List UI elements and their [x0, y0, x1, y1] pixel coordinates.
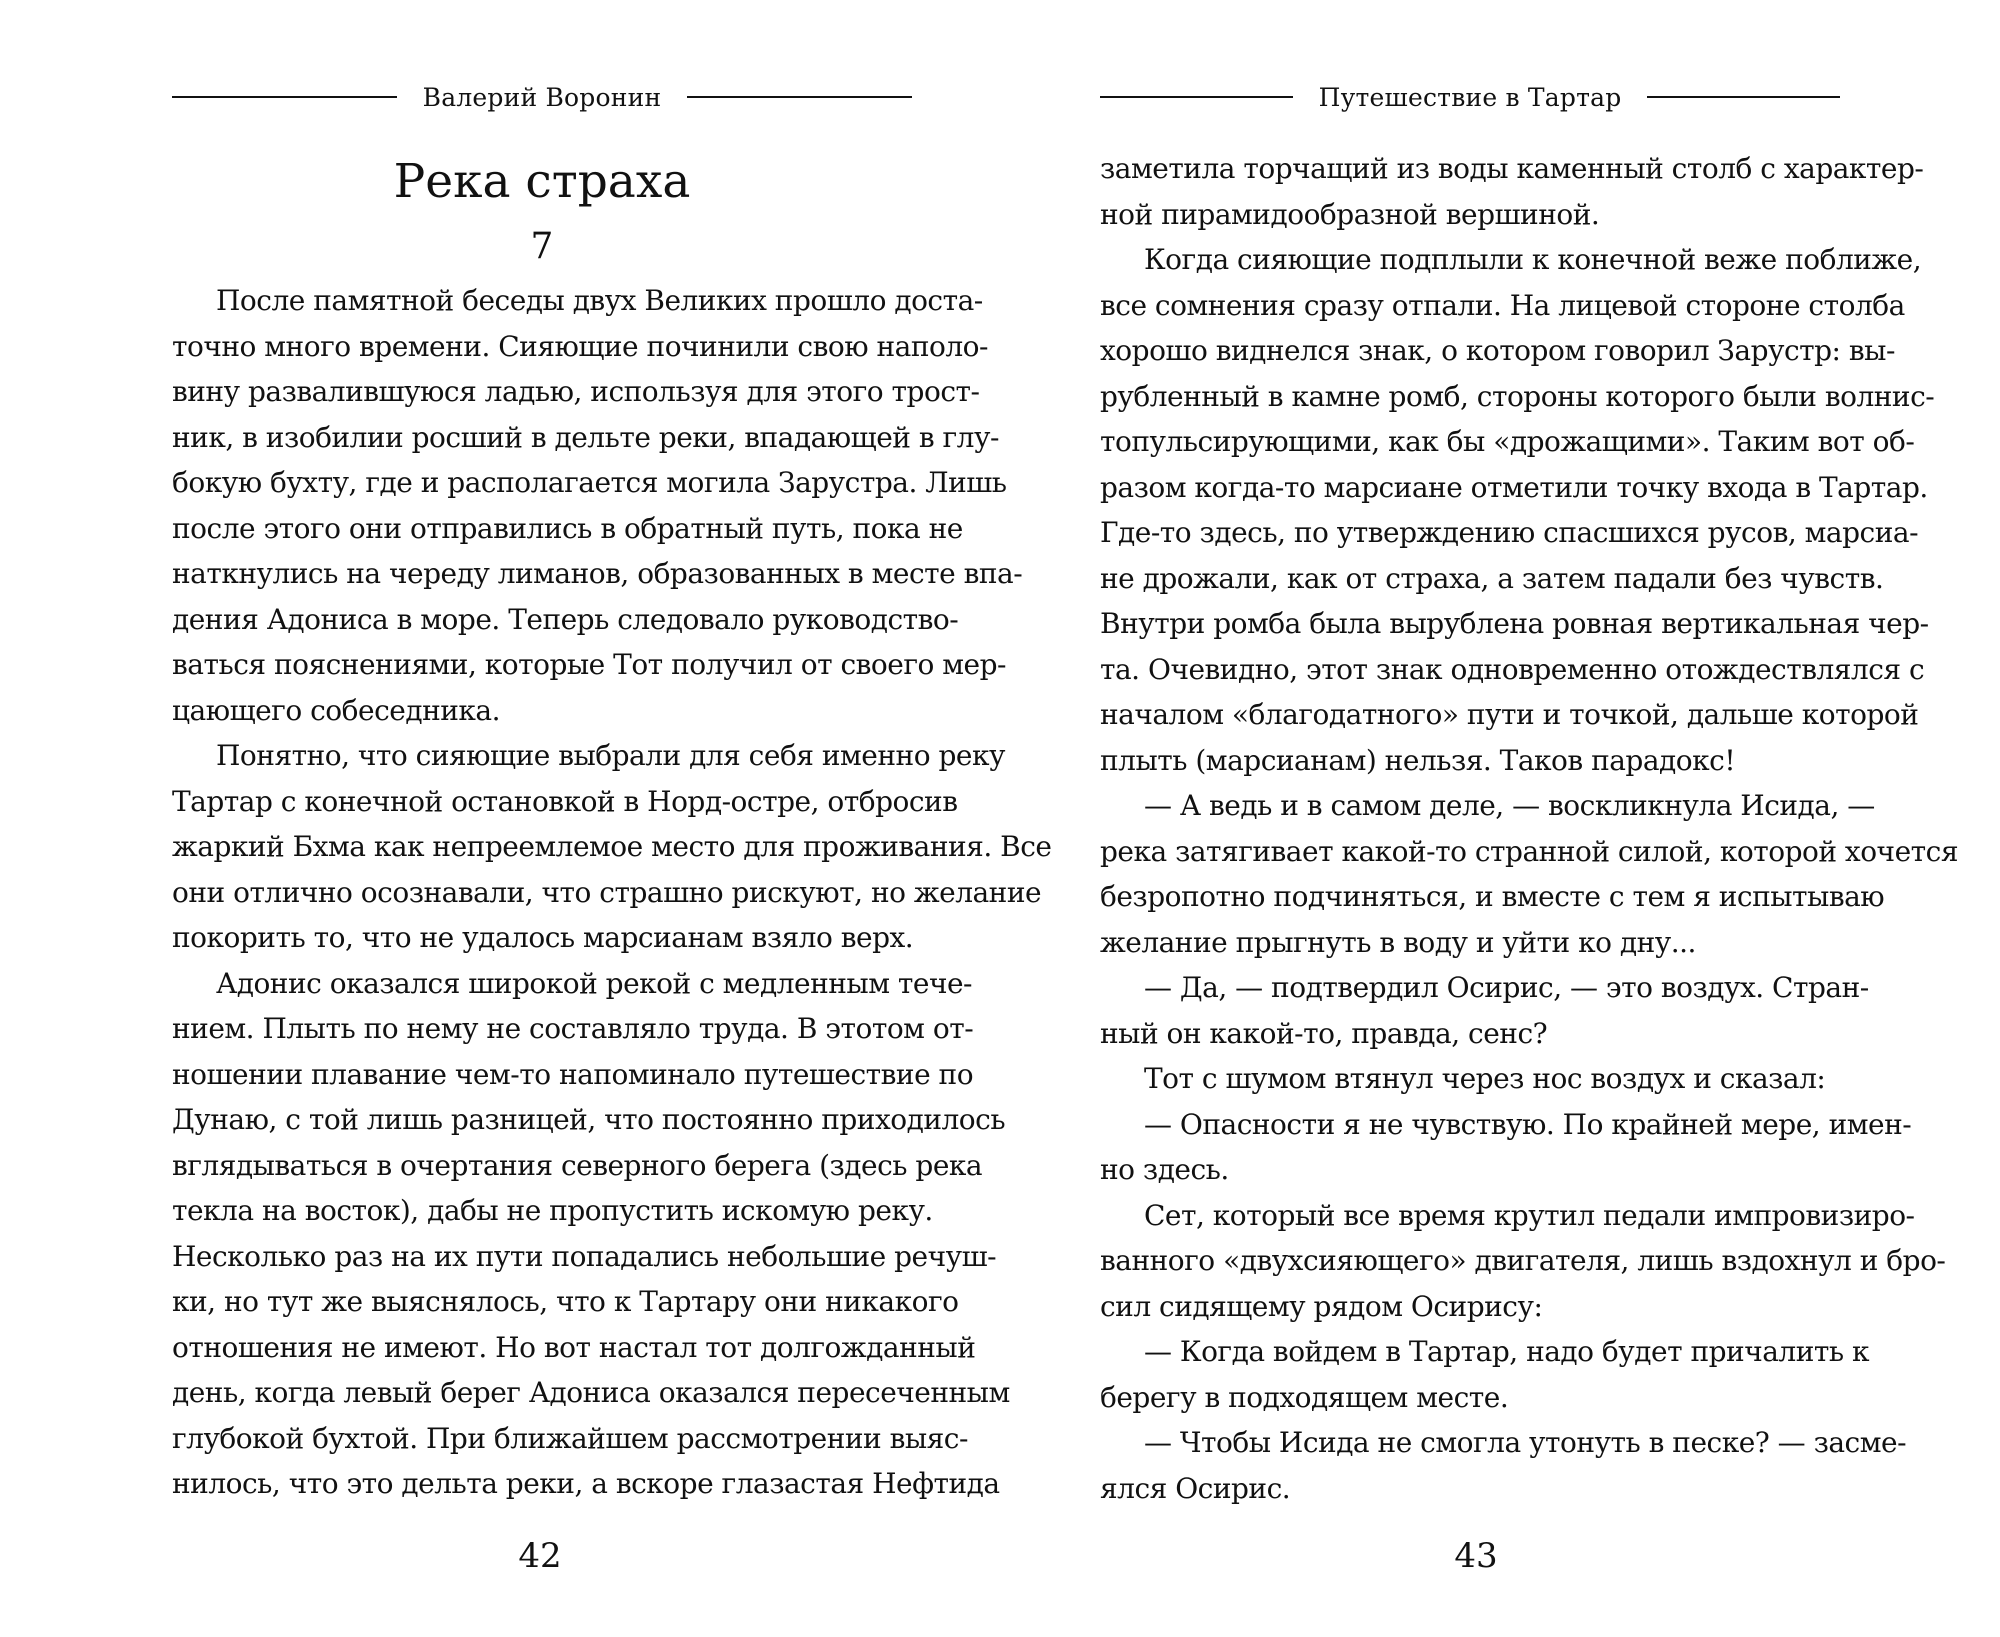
- text-line: Тартар с конечной остановкой в Норд-остре, отбросив: [172, 784, 958, 818]
- text-line: Сет, который все время крутил педали импровизиро-: [1144, 1198, 1915, 1232]
- text-line: После памятной беседы двух Великих прошло доста-: [216, 284, 983, 317]
- text-line: Когда сияющие подплыли к конечной веже поближе,: [1144, 243, 1922, 276]
- text-line: берегу в подходящем месте.: [1100, 1380, 1509, 1414]
- text-line: вину развалившуюся ладью, используя для этого трост-: [172, 375, 980, 408]
- text-line: они отлично осознавали, что страшно рискуют, но желание: [172, 875, 1042, 909]
- text-line: цающего собеседника.: [172, 693, 500, 727]
- text-line: Тот с шумом втянул через нос воздух и сказал:: [1144, 1062, 1826, 1095]
- text-line: — Опасности я не чувствую. По крайней мере, имен-: [1144, 1107, 1912, 1141]
- text-line: сил сидящему рядом Осирису:: [1100, 1289, 1543, 1323]
- text-line: рубленный в камне ромб, стороны которого были волнис-: [1100, 379, 1935, 413]
- text-line: не дрожали, как от страха, а затем падали без чувств.: [1100, 561, 1884, 595]
- text-line: глубокой бухтой. При ближайшем рассмотрении выяс-: [172, 1421, 968, 1455]
- text-line: отношения не имеют. Но вот настал тот долгожданный: [172, 1330, 976, 1364]
- right-page-text: [1100, 146, 1958, 1511]
- text-line: точно много времени. Сияющие починили свою наполо-: [172, 329, 988, 363]
- text-line: Несколько раз на их пути попадались небольшие речуш-: [172, 1239, 997, 1273]
- text-line: вглядываться в очертания северного берега (здесь река: [172, 1148, 983, 1182]
- text-line: — А ведь и в самом деле, — воскликнула Исида, —: [1144, 789, 1875, 822]
- chapter-title: Река страха: [393, 154, 691, 209]
- text-line: та. Очевидно, этот знак одновременно отождествлялся с: [1100, 652, 1925, 686]
- text-line: — Чтобы Исида не смогла утонуть в песке? — засме-: [1144, 1426, 1907, 1459]
- text-line: хорошо виднелся знак, о котором говорил Зарустр: вы-: [1100, 334, 1895, 367]
- text-line: топульсирующими, как бы «дрожащими». Таким вот об-: [1100, 425, 1915, 458]
- page-number-left: 42: [518, 1536, 562, 1576]
- header-rule: [687, 96, 912, 98]
- header-rule: [1647, 96, 1840, 98]
- text-line: плыть (марсианам) нельзя. Таков парадокс!: [1100, 743, 1736, 777]
- text-line: желание прыгнуть в воду и уйти ко дну...: [1100, 925, 1696, 959]
- text-line: ный он какой-то, правда, сенс?: [1100, 1016, 1548, 1050]
- text-line: ваться пояснениями, которые Тот получил от своего мер-: [172, 648, 1006, 681]
- text-line: река затягивает какой-то странной силой, которой хочется: [1100, 834, 1958, 868]
- text-line: все сомнения сразу отпали. На лицевой стороне столба: [1100, 288, 1905, 322]
- text-line: Где-то здесь, по утверждению спасшихся русов, марсиа-: [1100, 516, 1919, 549]
- text-line: разом когда-то марсиане отметили точку входа в Тартар.: [1100, 470, 1928, 504]
- running-head-right: [1100, 72, 1840, 122]
- text-line: но здесь.: [1100, 1153, 1229, 1186]
- header-rule: [1100, 96, 1293, 98]
- page-number-right: 43: [1454, 1536, 1498, 1576]
- text-line: ки, но тут же выяснялось, что к Тартару они никакого: [172, 1285, 959, 1318]
- text-line: Внутри ромба была вырублена ровная вертикальная чер-: [1100, 607, 1929, 640]
- text-line: Адонис оказался широкой рекой с медленным тече-: [216, 966, 972, 1000]
- text-line: день, когда левый берег Адониса оказался пересеченным: [172, 1376, 1010, 1409]
- text-line: — Когда войдем в Тартар, надо будет причалить к: [1144, 1335, 1869, 1368]
- text-line: наткнулись на череду лиманов, образованных в месте впа-: [172, 557, 1023, 590]
- text-line: жаркий Бхма как непреемлемое место для проживания. Все: [172, 830, 1052, 863]
- text-line: — Да, — подтвердил Осирис, — это воздух. Стран-: [1144, 971, 1869, 1004]
- text-line: покорить то, что не удалось марсианам взяло верх.: [172, 921, 914, 954]
- text-line: Понятно, что сияющие выбрали для себя именно реку: [216, 739, 1005, 772]
- running-head-left: [172, 72, 912, 122]
- right-page: [1000, 0, 2000, 1637]
- text-line: безропотно подчиняться, и вместе с тем я испытываю: [1100, 880, 1885, 913]
- text-line: ношении плавание чем-то напоминало путешествие по: [172, 1057, 974, 1091]
- left-page-text: [172, 278, 1052, 1507]
- text-line: ванного «двухсияющего» двигателя, лишь вздохнул и бро-: [1100, 1244, 1946, 1277]
- text-line: после этого они отправились в обратный путь, пока не: [172, 511, 963, 545]
- text-line: нием. Плыть по нему не составляло труда. В этотом от-: [172, 1012, 974, 1045]
- text-line: дения Адониса в море. Теперь следовало руководство-: [172, 602, 959, 636]
- text-line: текла на восток), дабы не пропустить искомую реку.: [172, 1194, 933, 1227]
- book-title: Путешествие в Тартар: [1318, 82, 1622, 112]
- text-line: нилось, что это дельта реки, а вскоре глазастая Нефтида: [172, 1467, 1000, 1500]
- text-line: ялся Осирис.: [1100, 1471, 1291, 1505]
- text-line: началом «благодатного» пути и точкой, дальше которой: [1100, 698, 1919, 731]
- chapter-number: 7: [530, 226, 554, 267]
- text-line: Дунаю, с той лишь разницей, что постоянно приходилось: [172, 1103, 1006, 1136]
- text-line: бокую бухту, где и располагается могила Зарустра. Лишь: [172, 466, 1007, 499]
- text-line: ной пирамидообразной вершиной.: [1100, 197, 1600, 231]
- text-line: заметила торчащий из воды каменный столб с характер-: [1100, 152, 1924, 185]
- author-name: Валерий Воронин: [422, 82, 662, 112]
- text-line: ник, в изобилии росший в дельте реки, впадающей в глу-: [172, 420, 999, 454]
- header-rule: [172, 96, 397, 98]
